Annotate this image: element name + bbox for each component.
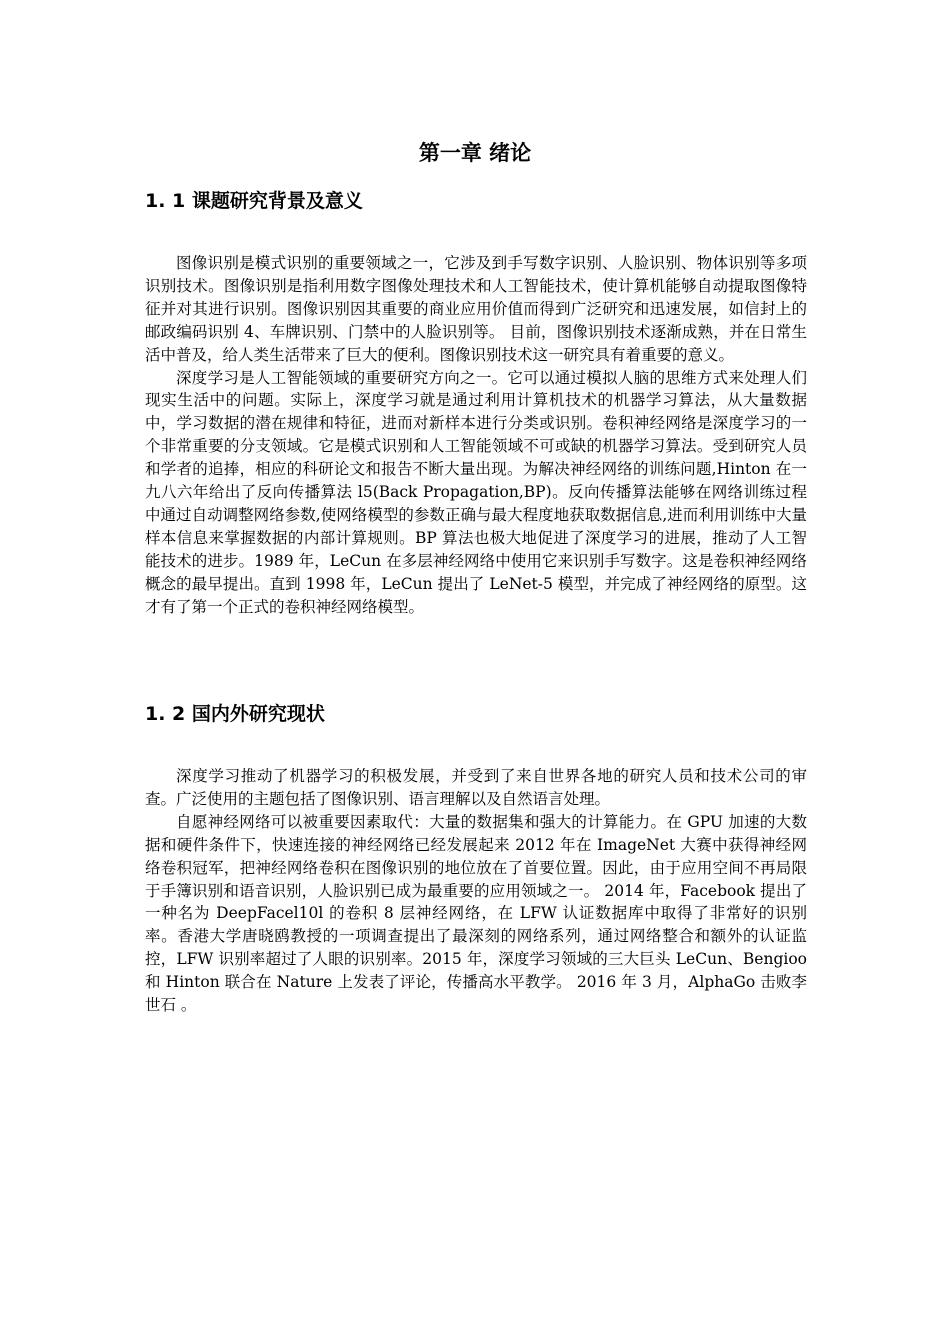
section-body-research-status	[145, 765, 807, 1017]
section-heading-background: 1. 1 课题研究背景及意义	[145, 190, 363, 212]
chapter-title: 第一章 绪论	[418, 141, 532, 165]
paragraph-image-recognition: 图像识别是模式识别的重要领域之一，它涉及到手写数字识别、人脸识别、物体识别等多项识别技术。图像识别是指利用数字图像处理技术和人工智能技术，使计算机能够自动提取图像特征并对其进行识别。图像识别因其重要的商业应用价值而得到广泛研究和迅速发展，如信封上的邮政编码识别 4、车牌识别、门禁中的人脸识别等。 目前，图像识别技术逐渐成熟，并在日常生活中普及，给人类生活带来了巨大的便利。图像识别技术这一研究具有着重要的意义。	[145, 254, 807, 364]
section-body-background	[145, 252, 807, 619]
section-heading-research-status: 1. 2 国内外研究现状	[145, 703, 325, 725]
paragraph-deep-learning: 深度学习是人工智能领域的重要研究方向之一。它可以通过模拟人脑的思维方式来处理人们现实生活中的问题。实际上，深度学习就是通过利用计算机技术的机器学习算法，从大量数据中，学习数据的潜在规律和特征，进而对新样本进行分类或识别。卷积神经网络是深度学习的一个非常重要的分支领域。它是模式识别和人工智能领域不可或缺的机器学习算法。受到研究人员和学者的追捧，相应的科研论文和报告不断大量出现。为解决神经网络的训练问题,Hinton 在一九八六年给出了反向传播算法 l5(Back Propagation,BP)。反向传播算法能够在网络训练过程中通过自动调整网络参数,使网络模型的参数正确与最大程度地获取数据信息,进而利用训练中大量样本信息来掌握数据的内部计算规则。BP 算法也极大地促进了深度学习的进展，推动了人工智能技术的进步。1989 年，LeCun 在多层神经网络中使用它来识别手写数字。这是卷积神经网络概念的最早提出。直到 1998 年，LeCun 提出了 LeNet-5 模型，并完成了神经网络的原型。这才有了第一个正式的卷积神经网络模型。	[145, 368, 807, 616]
paragraph-deep-learning-progress: 深度学习推动了机器学习的积极发展，并受到了来自世界各地的研究人员和技术公司的审查。广泛使用的主题包括了图像识别、语言理解以及自然语言处理。	[145, 767, 807, 808]
paragraph-neural-network-history: 自愿神经网络可以被重要因素取代：大量的数据集和强大的计算能力。在 GPU 加速的大数据和硬件条件下，快速连接的神经网络已经发展起来 2012 年在 ImageNet 大赛中获得神经网络卷积冠军，把神经网络卷积在图像识别的地位放在了首要位置。因此，由于应用空间不再局限于手簿识别和语音识别，人脸识别已成为最重要的应用领域之一。 2014 年，Facebook 提出了一种名为 DeepFacel10l 的卷积 8 层神经网络，在 LFW 认证数据库中取得了非常好的识别率。香港大学唐晓鸥教授的一项调查提出了最深刻的网络系列，通过网络整合和额外的认证监控，LFW 识别率超过了人眼的识别率。2015 年，深度学习领域的三大巨头 LeCun、Bengioo 和 Hinton 联合在 Nature 上发表了评论，传播高水平教学。 2016 年 3 月，AlphaGo 击败李世石 。	[145, 812, 807, 1015]
